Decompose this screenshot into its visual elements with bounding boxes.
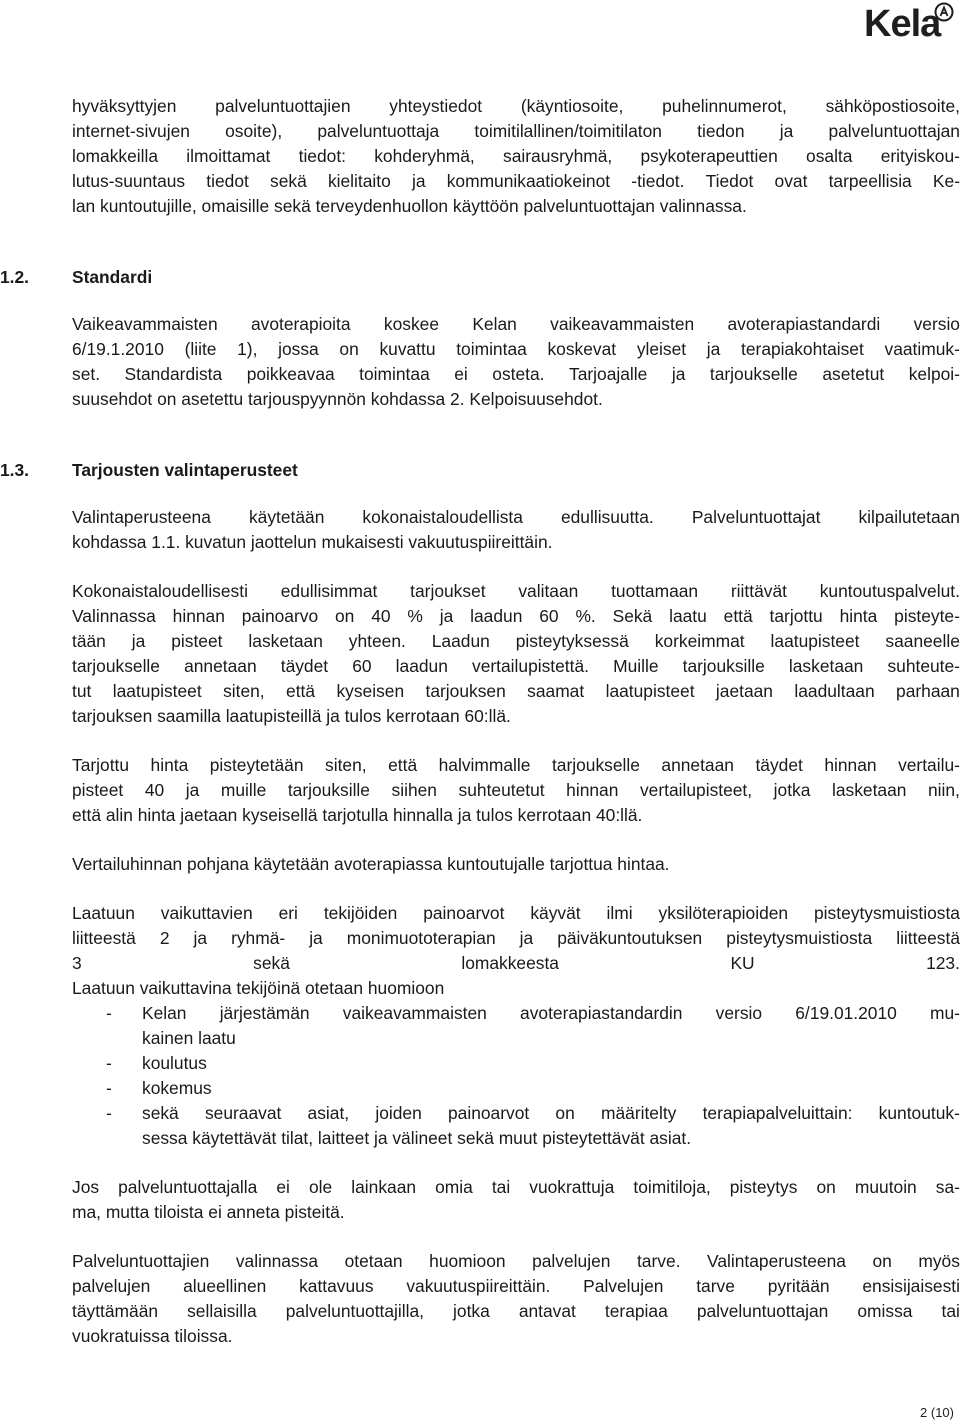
document-body	[0, 94, 960, 1349]
kela-logo	[864, 2, 954, 46]
text-line: vuokratuissa tiloissa.	[72, 1326, 233, 1346]
section-title: Standardi	[72, 267, 153, 287]
section-heading-standard	[0, 265, 960, 290]
text-line: tarjoukselle annetaan täydet 60 laadun vertailupistettä. Muille tarjouksille lasketaan suhteute-	[72, 656, 960, 676]
text-line: pisteet 40 ja muille tarjouksille siihen suhteutetut hinnan vertailupisteet, jotka lasketaan niin,	[72, 780, 960, 800]
text-line: Kelan järjestämän vaikeavammaisten avoterapiastandardin versio 6/19.01.2010 mu-	[142, 1003, 960, 1023]
text-line: tut laatupisteet siten, että kyseisen tarjouksen saamat laatupisteet jaetaan laadultaan parhaan	[72, 681, 960, 701]
criteria-paragraph-3	[72, 753, 960, 828]
text-line: kokemus	[142, 1078, 212, 1098]
text-line: tään ja pisteet lasketaan yhteen. Laadun pisteytyksessä korkeimmat laatupisteet saaneelle	[72, 631, 960, 651]
section-number: 1.3.	[0, 460, 30, 480]
criteria-paragraph-6	[72, 1175, 960, 1225]
text-line: koulutus	[142, 1053, 207, 1073]
list-item	[72, 1101, 960, 1151]
text-line: hyväksyttyjen palveluntuottajien yhteystiedot (käyntiosoite, puhelinnumerot, sähköpostiosoite,	[72, 96, 960, 116]
kela-emblem-icon	[934, 2, 954, 22]
text-line: ma, mutta tiloista ei anneta pisteitä.	[72, 1202, 345, 1222]
page-number: 2 (10)	[920, 1405, 954, 1420]
list-dash: -	[106, 1053, 112, 1073]
list-item	[72, 1076, 960, 1101]
list-dash: -	[106, 1003, 112, 1023]
text-line: liitteestä 2 ja ryhmä- ja monimuototerapian ja päiväkuntoutuksen pisteytysmuistiosta liitteestä	[72, 928, 960, 948]
text-line: palvelujen alueellinen kattavuus vakuutuspiireittäin. Palvelujen tarve pyritään ensisijaisesti	[72, 1276, 960, 1296]
text-line: Laatuun vaikuttavien eri tekijöiden painoarvot käyvät ilmi yksilöterapioiden pisteytysmuistiosta	[72, 903, 960, 923]
section-title: Tarjousten valintaperusteet	[72, 460, 298, 480]
text-line: Kokonaistaloudellisesti edullisimmat tarjoukset valitaan tuottamaan riittävät kuntoutuspalvelut.	[72, 581, 960, 601]
text-line: täyttämään sellaisilla palveluntuottajilla, jotka antavat terapiaa palveluntuottajan omissa tai	[72, 1301, 960, 1321]
section-heading-criteria	[0, 458, 960, 483]
text-line: set. Standardista poikkeavaa toimintaa ei osteta. Tarjoajalle ja tarjoukselle asetetut kelpoi-	[72, 364, 960, 384]
text-line: internet-sivujen osoite), palveluntuottaja toimitilallinen/toimitilaton tiedon ja palveluntuottajan	[72, 121, 960, 141]
text-line: suusehdot on asetettu tarjouspyynnön kohdassa 2. Kelpoisuusehdot.	[72, 389, 603, 409]
text-line: tarjouksen saamilla laatupisteillä ja tulos kerrotaan 60:llä.	[72, 706, 511, 726]
text-line: sekä seuraavat asiat, joiden painoarvot on määritelty terapiapalveluittain: kuntoutuk-	[142, 1103, 960, 1123]
logo-wordmark: Kela	[864, 3, 941, 45]
text-line: lutus-suuntaus tiedot sekä kielitaito ja kommunikaatiokeinot -tiedot. Tiedot ovat tarpeellisia Ke-	[72, 171, 960, 191]
criteria-paragraph-5	[72, 901, 960, 1001]
text-line: Vaikeavammaisten avoterapioita koskee Kelan vaikeavammaisten avoterapiastandardi versio	[72, 314, 960, 334]
text-line: kohdassa 1.1. kuvatun jaottelun mukaisesti vakuutuspiireittäin.	[72, 532, 553, 552]
criteria-paragraph-4	[72, 852, 960, 877]
text-line: Valinnassa hinnan painoarvo on 40 % ja laadun 60 %. Sekä laatu että tarjottu hinta pisteyte-	[72, 606, 960, 626]
text-line: Palveluntuottajien valinnassa otetaan huomioon palvelujen tarve. Valintaperusteena on myös	[72, 1251, 960, 1271]
text-line: Jos palveluntuottajalla ei ole lainkaan omia tai vuokrattuja toimitiloja, pisteytys on muutoin sa-	[72, 1177, 960, 1197]
list-item	[72, 1051, 960, 1076]
criteria-paragraph-2	[72, 579, 960, 729]
text-line: Vertailuhinnan pohjana käytetään avoterapiassa kuntoutujalle tarjottua hintaa.	[72, 854, 670, 874]
text-line: lan kuntoutujille, omaisille sekä terveydenhuollon käyttöön palveluntuottajan valinnassa.	[72, 196, 747, 216]
text-line: 6/19.1.2010 (liite 1), jossa on kuvattu toimintaa koskevat yleiset ja terapiakohtaiset vaatimuk-	[72, 339, 960, 359]
text-line: lomakkeilla ilmoittamat tiedot: kohderyhmä, sairausryhmä, psykoterapeuttien osalta erityiskou-	[72, 146, 960, 166]
text-line: Valintaperusteena käytetään kokonaistaloudellista edullisuutta. Palveluntuottajat kilpailutetaan	[72, 507, 960, 527]
list-dash: -	[106, 1078, 112, 1098]
text-line: Laatuun vaikuttavina tekijöinä otetaan huomioon	[72, 978, 445, 998]
text-line: 3 sekä lomakkeesta KU 123.	[72, 953, 960, 973]
text-line: sessa käytettävät tilat, laitteet ja välineet sekä muut pisteytettävät asiat.	[142, 1128, 692, 1148]
list-dash: -	[106, 1103, 112, 1123]
text-line: kainen laatu	[142, 1028, 236, 1048]
text-line: Tarjottu hinta pisteytetään siten, että halvimmalle tarjoukselle annetaan täydet hinnan vertailu-	[72, 755, 960, 775]
criteria-paragraph-1	[72, 505, 960, 555]
quality-factor-list	[72, 1001, 960, 1151]
intro-paragraph	[72, 94, 960, 219]
text-line: että alin hinta jaetaan kyseisellä tarjotulla hinnalla ja tulos kerrotaan 40:llä.	[72, 805, 643, 825]
standard-paragraph	[72, 312, 960, 412]
section-number: 1.2.	[0, 267, 30, 287]
criteria-paragraph-7	[72, 1249, 960, 1349]
list-item	[72, 1001, 960, 1051]
